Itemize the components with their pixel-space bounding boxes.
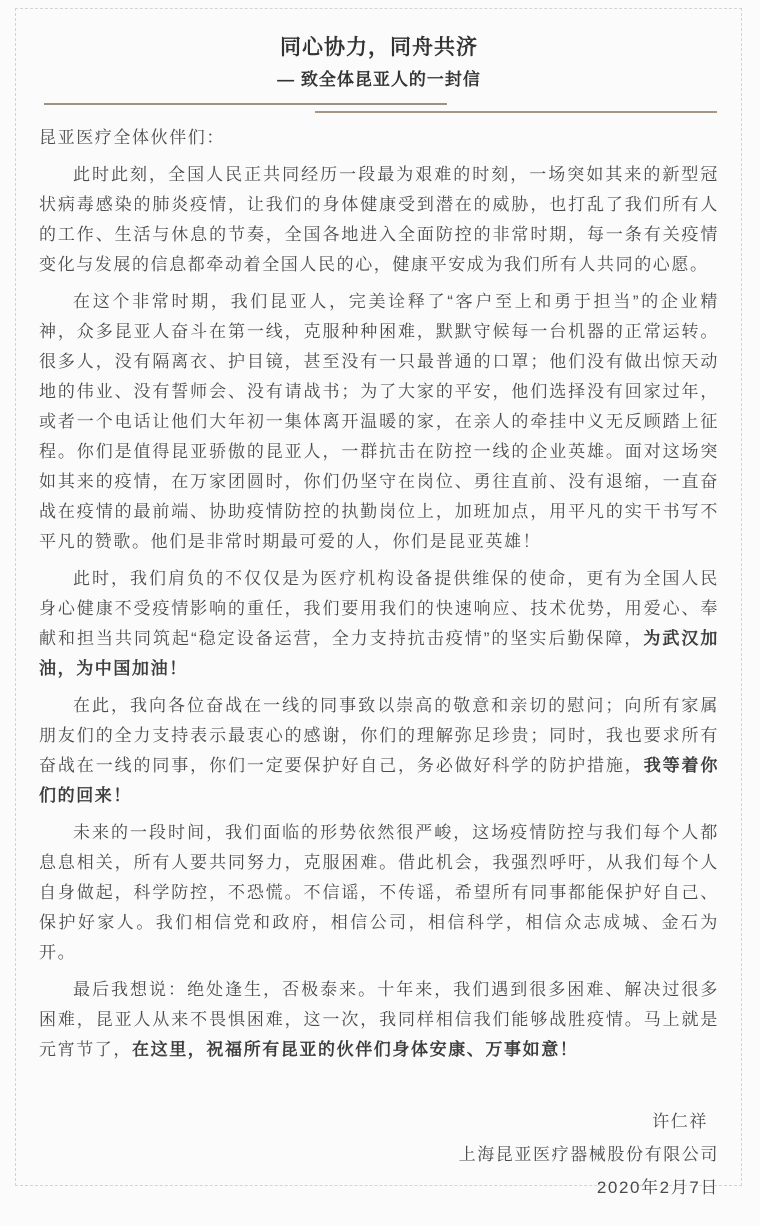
letter-paragraph: 在这个非常时期，我们昆亚人，完美诠释了“客户至上和勇于担当”的企业精神，众多昆亚人奋斗在第一线，克服种种困难，默默守候每一台机器的正常运转。很多人，没有隔离衣、护目镜，甚至没有一只最普通的口罩；他们没有做出惊天动地的伟业、没有誓师会、没有请战书；为了大家的平安，他们选择没有回家过年，或者一个电话让他们大年初一集体离开温暖的家，在亲人的牵挂中义无反顾踏上征程。你们是值得昆亚骄傲的昆亚人，一群抗击在防控一线的企业英雄。面对这场突如其来的疫情，在万家团圆时，你们仍坚守在岗位、勇往直前、没有退缩，一直奋战在疫情的最前端、协助疫情防控的执勤岗位上，加班加点，用平凡的实干书写不平凡的赞歌。他们是非常时期最可爱的人，你们是昆亚英雄！ [39,292,719,551]
letter-paragraph: 此时此刻，全国人民正共同经历一段最为艰难的时刻，一场突如其来的新型冠状病毒感染的肺炎疫情，让我们的身体健康受到潜在的威胁，也打乱了我们所有人的工作、生活与休息的节奏，全国各地进入全面防控的非常时期，每一条有关疫情变化与发展的信息都牵动着全国人民的心，健康平安成为我们所有人共同的心愿。 [39,165,719,274]
letter-paragraph: 此时，我们肩负的不仅仅是为医疗机构设备提供维保的使命，更有为全国人民身心健康不受疫情影响的重任，我们要用我们的快速响应、技术优势，用爱心、奉献和担当共同筑起“稳定设备运营，全力支持抗击疫情”的坚实后勤保障，为武汉加油，为中国加油！ [39,569,719,678]
divider-line-left [44,103,447,105]
divider-line-right [315,111,717,113]
signature-block [39,1105,719,1204]
salutation: 昆亚医疗全体伙伴们： [39,128,225,147]
emphasis-text: 为武汉加油，为中国加油！ [39,629,719,678]
dashed-frame [15,8,742,1197]
letter-content [16,9,741,1204]
signature-date: 2020年2月7日 [596,1178,719,1197]
emphasis-text: 在这里，祝福所有昆亚的伙伴们身体安康、万事如意！ [132,1040,579,1059]
decorative-divider [39,103,719,115]
page-subtitle: — 致全体昆亚人的一封信 [277,70,481,89]
page-title: 同心协力，同舟共济 [280,36,478,59]
signer-company: 上海昆亚医疗器械股份有限公司 [458,1145,719,1164]
emphasis-text: 我等着你们的回来！ [39,756,719,805]
letter-body [39,160,719,1065]
letter-paragraph: 最后我想说：绝处逢生，否极泰来。十年来，我们遇到很多困难、解决过很多困难，昆亚人从来不畏惧困难，这一次，我同样相信我们能够战胜疫情。马上就是元宵节了，在这里，祝福所有昆亚的伙伴们身体安康、万事如意！ [39,980,719,1059]
signer-name: 许仁祥 [652,1112,708,1131]
letter-paragraph: 在此，我向各位奋战在一线的同事致以崇高的敬意和亲切的慰问；向所有家属朋友们的全力支持表示最衷心的感谢，你们的理解弥足珍贵；同时，我也要求所有奋战在一线的同事，你们一定要保护好自己，务必做好科学的防护措施，我等着你们的回来！ [39,696,719,805]
letter-paragraph: 未来的一段时间，我们面临的形势依然很严峻，这场疫情防控与我们每个人都息息相关，所有人要共同努力，克服困难。借此机会，我强烈呼吁，从我们每个人自身做起，科学防控，不恐慌。不信谣，不传谣，希望所有同事都能保护好自己、保护好家人。我们相信党和政府，相信公司，相信科学，相信众志成城、金石为开。 [39,823,719,962]
